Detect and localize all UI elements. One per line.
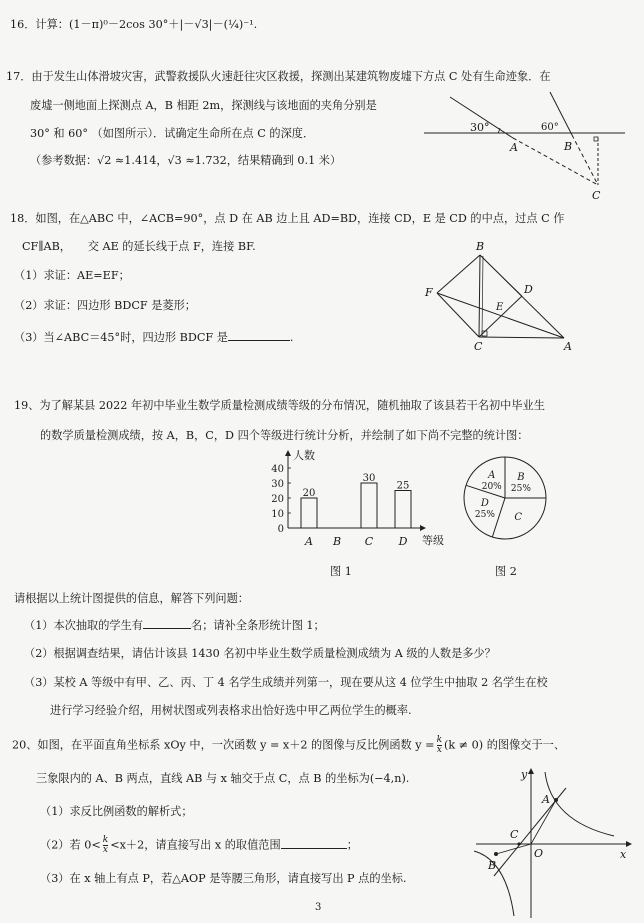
q19-line2: 的数学质量检测成绩，按 A，B，C，D 四个等级进行统计分析，并绘制了如下尚不完整的统计图： xyxy=(40,429,529,442)
q17-dash-bc xyxy=(572,135,598,185)
q16-text: 16．计算：(1－π)⁰－2cos 30°＋|－√3|－(¼)⁻¹. xyxy=(10,18,258,31)
bar-d xyxy=(395,491,411,529)
q17-right-angle-mark xyxy=(594,137,598,141)
bar-y-tick-label: 10 xyxy=(271,509,284,520)
q17-line3: 30° 和 60° （如图所示）．试确定生命所在点 C 的深度． xyxy=(30,127,315,140)
bar-x-axis-label: 等级 xyxy=(422,534,444,547)
pie-slice-label-c: C xyxy=(514,512,523,524)
bar-a xyxy=(301,498,317,528)
q18-line1: 18．如图，在△ABC 中，∠ACB=90°，点 D 在 AB 边上且 AD=BD，连接 CD，E 是 CD 的中点，过点 C 作 xyxy=(10,212,565,225)
pie-slice-pct-b: 25% xyxy=(510,484,531,495)
q18-q3-text: （3）当∠ABC＝45°时，四边形 BDCF 是 xyxy=(14,331,228,344)
q19-pie-chart xyxy=(460,448,550,548)
bar-data-label: 30 xyxy=(362,473,376,484)
q19-figure2-caption: 图 2 xyxy=(495,565,517,578)
q20-segment-ao xyxy=(531,800,556,844)
bar-c xyxy=(361,483,377,528)
q20-label-o: O xyxy=(534,847,544,860)
q20-answer-blank[interactable] xyxy=(281,848,347,849)
q20-hyperbola-q1 xyxy=(545,772,614,836)
q20-part2-b: <x＋2，请直接写出 x 的取值范围 xyxy=(110,838,281,852)
q20-line5: （3）在 x 轴上有点 P，若△AOP 是等腰三角形，请直接写出 P 点的坐标. xyxy=(40,872,407,885)
q20-axis-label-y: y xyxy=(521,768,528,781)
q19-part1-a: （1）本次抽取的学生有 xyxy=(24,619,143,632)
q18-q3-end: . xyxy=(289,331,294,344)
q17-label-c: C xyxy=(592,189,601,202)
bar-y-tick-label: 20 xyxy=(271,494,284,505)
q19-figure1-caption: 图 1 xyxy=(330,565,352,578)
pie-slice-label-a: A xyxy=(488,469,496,481)
bar-y-axis-arrow xyxy=(285,450,291,456)
pie-slice-pct-a: 20% xyxy=(481,481,502,492)
q20-label-c: C xyxy=(510,828,519,841)
q18-segment-bc xyxy=(479,255,480,337)
pie-slice-pct-d: 25% xyxy=(474,510,495,521)
q18-label-f: F xyxy=(425,286,433,299)
q18-segment-bf-parallel xyxy=(480,255,522,296)
q19-part1 xyxy=(24,617,325,633)
bar-x-tick-label: D xyxy=(398,535,408,548)
q20-part2-a: （2）若 0< xyxy=(40,838,101,852)
q19-intro: 请根据以上统计图提供的信息，解答下列问题： xyxy=(14,592,249,605)
pie-slice-label-d: D xyxy=(480,498,489,510)
q20-figure xyxy=(474,766,634,921)
q19-part2: （2）根据调查结果，请估计该县 1430 名初中毕业生数学质量检测成绩为 A 级的人数是多少？ xyxy=(24,647,496,660)
q17-line4: （参考数据：√2 ≈1.414，√3 ≈1.732，结果精确到 0.1 米） xyxy=(30,154,342,167)
q20-x-axis-arrow xyxy=(626,841,632,847)
q20-fraction-den: x xyxy=(436,745,442,755)
q19-part3-a: （3）某校 A 等级中有甲、乙、丙、丁 4 名学生成绩并列第一，现在要从这 4 位学生中抽取 2 名学生在校 xyxy=(24,676,548,689)
bar-x-tick-label: B xyxy=(332,535,342,548)
q19-part3-b: 进行学习经验介绍，用树状图或列表格求出恰好选中甲乙两位学生的概率. xyxy=(50,704,412,717)
q20-fraction-num: k xyxy=(436,735,443,745)
q18-label-c: C xyxy=(474,340,483,353)
page-number: 3 xyxy=(315,902,322,913)
q20-line1-a: 20、如图，在平面直角坐标系 xOy 中，一次函数 y = x＋2 的图像与反比例函数 y = xyxy=(12,738,435,752)
q18-line2: CF∥AB， 交 AE 的延长线于点 F，连接 BF. xyxy=(22,240,256,253)
q19-line1: 19、为了解某县 2022 年初中毕业生数学质量检测成绩等级的分布情况，随机抽取了该县若干名初中毕业生 xyxy=(14,399,545,412)
bar-y-tick-label: 0 xyxy=(277,524,284,535)
q18-segment-ca xyxy=(479,337,564,338)
q20-axis-label-x: x xyxy=(620,848,627,861)
q18-segment-bc-double xyxy=(482,256,483,336)
q20-line4 xyxy=(40,836,358,855)
q19-bar-chart xyxy=(262,448,458,558)
q17-angle-60: 60° xyxy=(541,122,559,133)
q17-line1: 17．由于发生山体滑坡灾害，武警救援队火速赶往灾区救援，探测出某建筑物废墟下方点 C 处有生命迹象．在 xyxy=(6,70,551,83)
q18-figure xyxy=(422,238,582,353)
q20-part2-fraction xyxy=(103,836,108,855)
bar-y-axis-label: 人数 xyxy=(293,449,315,462)
bar-y-tick-label: 40 xyxy=(271,464,284,475)
bar-x-tick-label: A xyxy=(305,535,313,548)
q18-label-b: B xyxy=(476,240,485,253)
q19-answer-blank[interactable] xyxy=(143,628,191,629)
q17-line2: 废墟一侧地面上探测点 A，B 相距 2m，探测线与该地面的夹角分别是 xyxy=(30,99,377,112)
q18-line4: （2）求证：四边形 BDCF 是菱形； xyxy=(14,299,196,312)
bar-x-tick-label: C xyxy=(364,535,374,548)
q20-point-b xyxy=(494,852,498,856)
q17-angle-30: 30° xyxy=(470,121,490,134)
q18-label-a: A xyxy=(564,340,572,353)
q20-line1 xyxy=(12,736,565,755)
q20-point-c xyxy=(517,842,520,845)
q20-part2-c: ； xyxy=(346,838,358,852)
q20-part2-fraction-den: x xyxy=(102,845,108,855)
q18-label-e: E xyxy=(496,302,504,313)
q18-segment-fc xyxy=(437,293,479,337)
q20-line1-b: (k ≠ 0) 的图像交于一、 xyxy=(444,738,566,752)
pie-slice-label-b: B xyxy=(517,472,525,484)
bar-data-label: 25 xyxy=(396,480,410,492)
q20-line2: 三象限内的 A、B 两点，直线 AB 与 x 轴交于点 C，点 B 的坐标为(−4,n). xyxy=(36,772,410,785)
q20-point-a xyxy=(554,798,558,802)
q18-line5 xyxy=(14,329,293,345)
q17-label-b: B xyxy=(564,140,573,153)
q17-figure xyxy=(420,88,635,203)
bar-y-tick-label: 30 xyxy=(271,479,284,490)
q20-fraction xyxy=(437,736,442,755)
q18-segment-fb xyxy=(437,255,480,293)
q18-segment-fa xyxy=(437,293,564,338)
bar-data-label: 20 xyxy=(302,488,316,499)
q20-line3: （1）求反比例函数的解析式； xyxy=(40,805,193,818)
bar-x-axis-arrow xyxy=(420,525,426,531)
q18-line3: （1）求证：AE=EF； xyxy=(14,269,130,282)
q18-label-d: D xyxy=(524,283,533,296)
q18-answer-blank[interactable] xyxy=(228,340,290,341)
q20-y-axis-arrow xyxy=(528,768,534,774)
q17-label-a: A xyxy=(510,141,518,154)
q20-label-a: A xyxy=(542,793,550,806)
q20-part2-fraction-num: k xyxy=(102,835,109,845)
q19-part1-b: 名；请补全条形统计图 1； xyxy=(191,619,325,632)
q20-label-b: B xyxy=(488,859,497,872)
